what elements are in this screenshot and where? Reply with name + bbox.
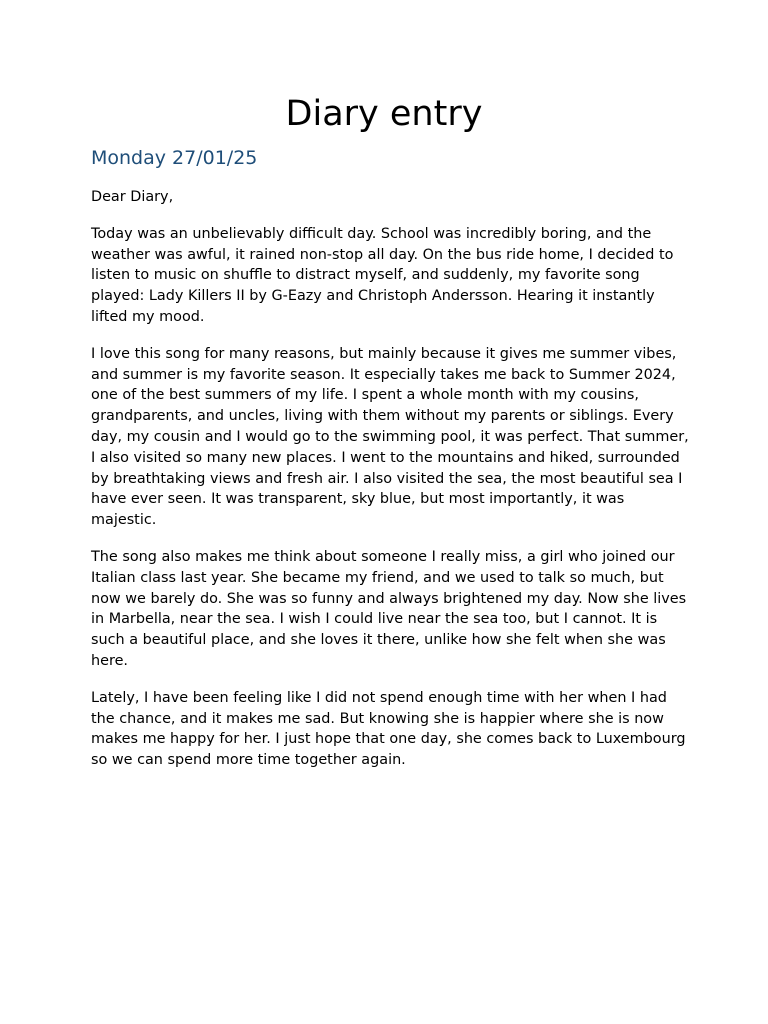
paragraph-2: I love this song for many reasons, but mainly because it gives me summer vibes, and summer is my favorite season. It especially takes me back to Summer 2024, one of the best summers of my life. I spent a whole month with my cousins, grandparents, and uncles, living with them without my parents or siblings. Every day, my cousin and I would go to the swimming pool, it was perfect. That summer, I also visited so many new places. I went to the mountains and hiked, surrounded by breathtaking views and fresh air. I also visited the sea, the most beautiful sea I have ever seen. It was transparent, sky blue, but most importantly, it was majestic. — [91, 345, 689, 529]
document-body — [91, 187, 691, 787]
paragraph-4: Lately, I have been feeling like I did not spend enough time with her when I had the chance, and it makes me sad. But knowing she is happier where she is now makes me happy for her. I just hope that one day, she comes back to Luxembourg so we can spend more time together again. — [91, 689, 686, 769]
salutation: Dear Diary, — [91, 189, 174, 205]
paragraph-1: Today was an unbelievably difficult day. School was incredibly boring, and the weather was awful, it rained non-stop all day. On the bus ride home, I decided to listen to music on shuffle to distract myself, and suddenly, my favorite song played: Lady Killers II by G-Eazy and Christoph Andersson. Hearing it instantly lifted my mood. — [91, 225, 674, 325]
document-title: Diary entry — [285, 94, 483, 134]
entry-date-heading: Monday 27/01/25 — [91, 147, 258, 169]
paragraph-3: The song also makes me think about someone I really miss, a girl who joined our Italian class last year. She became my friend, and we used to talk so much, but now we barely do. She was so funny and always brightened my day. Now she lives in Marbella, near the sea. I wish I could live near the sea too, but I cannot. It is such a beautiful place, and she loves it there, unlike how she felt when she was here. — [91, 548, 687, 669]
